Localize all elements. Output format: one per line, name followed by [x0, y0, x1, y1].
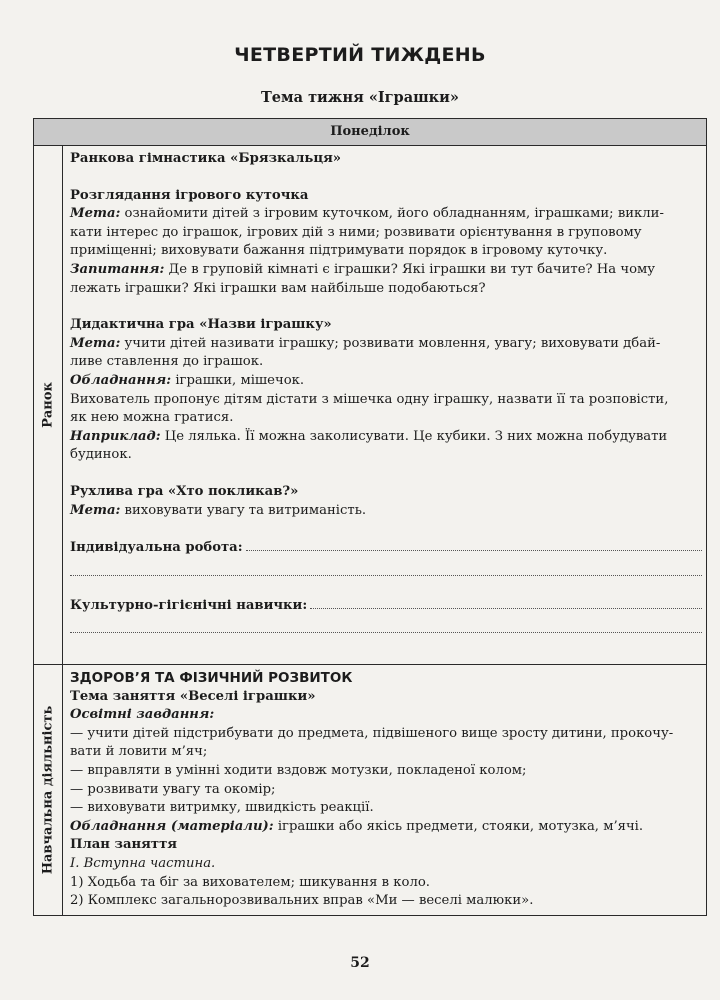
learning-label: Навчальна діяльність: [40, 705, 56, 875]
task-item: — вправляти в умінні ходити вздовж мотузки, покладеної колом;: [70, 762, 527, 778]
plan-label: План заняття: [70, 837, 177, 853]
didactic-text-line2: як нею можна гратися.: [70, 410, 234, 426]
lesson-theme: Тема заняття «Веселі іграшки»: [70, 688, 316, 704]
didactic-title: Дидактична гра «Назви іграшку»: [70, 317, 332, 333]
task-item: — розвивати увагу та окомір;: [70, 781, 276, 797]
task-item: — виховувати витримку, швидкість реакції.: [70, 800, 374, 816]
hygiene-label: Культурно-гігієнічні навички:: [70, 597, 308, 613]
corner-questions: Запитання: Де в груповій кімнаті є іграшки? Які іграшки ви тут бачите? На чому: [70, 261, 656, 277]
page-title: ЧЕТВЕРТИЙ ТИЖДЕНЬ: [234, 44, 486, 66]
corner-title: Розглядання ігрового куточка: [70, 187, 309, 203]
task-item: — учити дітей підстрибувати до предмета, підвішеного вище зросту дитини, прокочу-: [70, 725, 674, 741]
corner-questions-line2: лежать іграшки? Які іграшки вам найбільше подобаються?: [70, 280, 486, 296]
active-game-title: Рухлива гра «Хто покликав?»: [70, 483, 299, 499]
didactic-example-line2: будинок.: [70, 447, 132, 463]
active-game-goal: Мета: виховувати увагу та витриманість.: [70, 502, 367, 518]
learning-label-cell: [34, 665, 63, 915]
didactic-text: Вихователь пропонує дітям дістати з мішечка одну іграшку, назвати її та розповісти,: [70, 391, 669, 407]
morning-label: Ранок: [40, 382, 56, 428]
didactic-equipment: Обладнання: іграшки, мішечок.: [70, 372, 305, 388]
morning-label-cell: [34, 146, 63, 665]
row-divider: [62, 664, 706, 665]
learning-section: [70, 669, 702, 911]
section-title: ЗДОРОВ’Я ТА ФІЗИЧНИЙ РОЗВИТОК: [70, 670, 353, 686]
plan-part1: I. Вступна частина.: [70, 855, 216, 871]
hygiene-line: [70, 596, 702, 616]
didactic-goal-line2: ливе ставлення до іграшок.: [70, 354, 264, 370]
corner-goal-line3: приміщенні; виховувати бажання підтримувати порядок в ігровому куточку.: [70, 243, 608, 259]
lesson-equipment: Обладнання (матеріали): іграшки або якісь предмети, стояки, мотузка, м’ячі.: [70, 818, 644, 834]
individual-work-blank: [70, 561, 702, 576]
corner-goal-line2: кати інтерес до іграшок, ігрових дій з ними; розвивати орієнтування в груповому: [70, 224, 642, 240]
tasks-label: Освітні завдання:: [70, 707, 215, 723]
task-item-cont: вати й ловити м’яч;: [70, 744, 208, 760]
didactic-example: Наприклад: Це лялька. Її можна заколисувати. Це кубики. З них можна побудувати: [70, 428, 668, 444]
plan-step: 2) Комплекс загальнорозвивальних вправ «Ми — веселі малюки».: [70, 893, 534, 909]
didactic-goal: Мета: учити дітей називати іграшку; розвивати мовлення, увагу; виховувати дбай-: [70, 335, 661, 351]
individual-work-line: [70, 538, 702, 558]
plan-step: 1) Ходьба та біг за вихователем; шикування в коло.: [70, 874, 430, 890]
day-header: Понеділок: [34, 119, 706, 146]
plan-table: [33, 118, 707, 916]
hygiene-blank: [70, 618, 702, 633]
week-theme: Тема тижня «Іграшки»: [261, 89, 459, 106]
page-number: 52: [350, 955, 370, 971]
corner-goal: Мета: ознайомити дітей з ігровим куточком, його обладнанням, іграшками; викли-: [70, 206, 664, 222]
morning-section: [70, 150, 702, 633]
individual-work-label: Індивідуальна робота:: [70, 540, 243, 556]
gymnastics-title: Ранкова гімнастика «Брязкальця»: [70, 151, 342, 166]
